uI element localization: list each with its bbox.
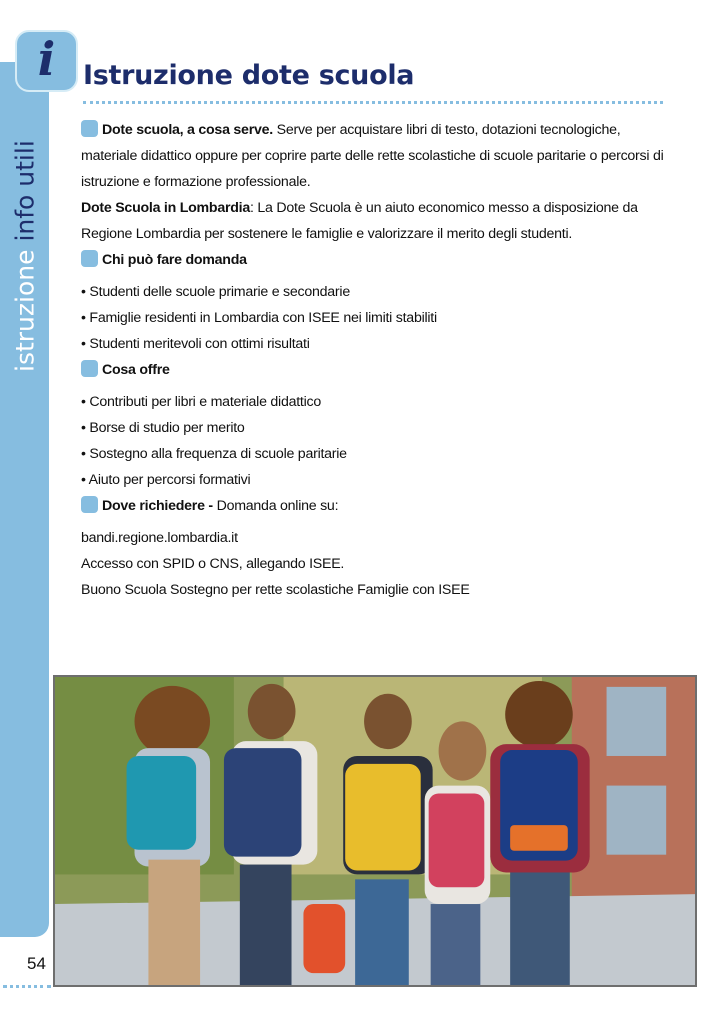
access-info: Accesso con SPID o CNS, allegando ISEE. bbox=[81, 556, 345, 572]
where-heading-row bbox=[81, 493, 671, 519]
who-heading: Chi può fare domanda bbox=[102, 252, 247, 268]
sidebar-label-light: istruzione bbox=[10, 249, 39, 372]
title-divider bbox=[83, 101, 663, 104]
lombardia-text: : La Dote Scuola è un aiuto economico messo a disposizione da Regione Lombardia per sostenere le famiglie e valorizzare il merito degli studenti. bbox=[81, 200, 638, 242]
page-title: Istruzione dote scuola bbox=[83, 60, 415, 91]
list-item: • Sostegno alla frequenza di scuole paritarie bbox=[81, 446, 347, 462]
intro-paragraph bbox=[81, 117, 671, 195]
list-item: • Studenti delle scuole primarie e secondarie bbox=[81, 284, 350, 300]
where-text: Domanda online su: bbox=[212, 498, 339, 514]
offers-list bbox=[81, 389, 671, 493]
list-item: • Aiuto per percorsi formativi bbox=[81, 472, 251, 488]
sidebar-label-dark: info utili bbox=[10, 140, 39, 242]
where-lines bbox=[81, 525, 671, 603]
list-item: • Studenti meritevoli con ottimi risultati bbox=[81, 336, 310, 352]
intro-text: Serve per acquistare libri di testo, dotazioni tecnologiche, materiale didattico oppure per coprire parte delle rette scolastiche di scuole paritarie o percorsi di istruzione e formazione professionale. bbox=[81, 122, 664, 190]
list-item: • Famiglie residenti in Lombardia con ISEE nei limiti stabiliti bbox=[81, 310, 437, 326]
lombardia-paragraph bbox=[81, 195, 671, 247]
who-heading-row bbox=[81, 247, 671, 273]
sidebar-section-label bbox=[0, 62, 49, 372]
offers-heading: Cosa offre bbox=[102, 362, 170, 378]
square-bullet-icon bbox=[81, 496, 98, 513]
square-bullet-icon bbox=[81, 250, 98, 267]
voucher-info: Buono Scuola Sostegno per rette scolastiche Famiglie con ISEE bbox=[81, 582, 470, 598]
intro-heading: Dote scuola, a cosa serve. bbox=[102, 122, 273, 138]
website-link[interactable]: bandi.regione.lombardia.it bbox=[81, 530, 238, 546]
page-number: 54 bbox=[27, 954, 46, 973]
list-item: • Contributi per libri e materiale didattico bbox=[81, 394, 321, 410]
square-bullet-icon bbox=[81, 360, 98, 377]
children-photo bbox=[53, 675, 697, 987]
info-glyph: i bbox=[37, 32, 56, 86]
list-item: • Borse di studio per merito bbox=[81, 420, 245, 436]
square-bullet-icon bbox=[81, 120, 98, 137]
lombardia-heading: Dote Scuola in Lombardia bbox=[81, 200, 251, 216]
who-list bbox=[81, 279, 671, 357]
main-content bbox=[81, 117, 671, 603]
page-number-divider bbox=[3, 985, 51, 988]
photo-illustration bbox=[55, 677, 695, 985]
where-heading: Dove richiedere - bbox=[102, 498, 213, 514]
offers-heading-row bbox=[81, 357, 671, 383]
info-icon bbox=[15, 30, 78, 92]
